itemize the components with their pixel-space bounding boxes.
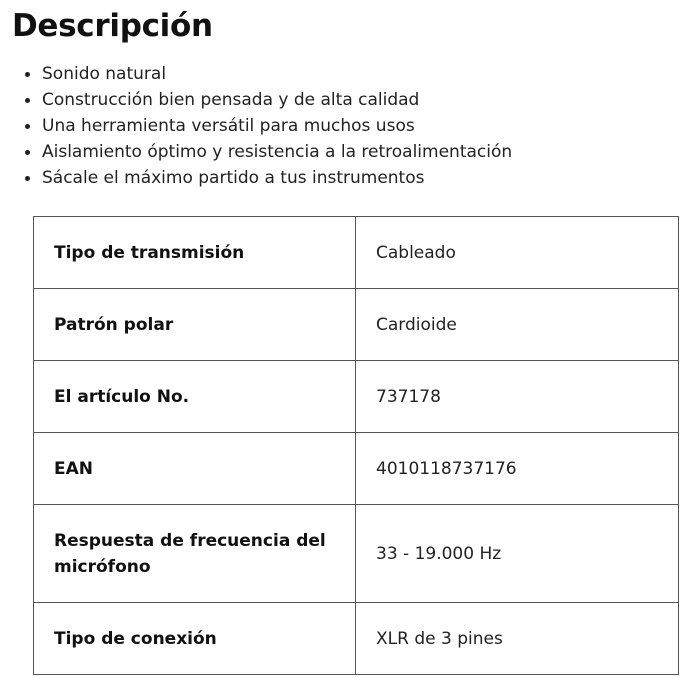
spec-table bbox=[33, 216, 679, 675]
table-row bbox=[34, 505, 679, 603]
spec-label: Respuesta de frecuencia del micrófono bbox=[34, 505, 356, 603]
spec-label: Tipo de conexión bbox=[34, 603, 356, 675]
spec-label: EAN bbox=[34, 433, 356, 505]
spec-value: XLR de 3 pines bbox=[356, 603, 679, 675]
spec-label: El artículo No. bbox=[34, 361, 356, 433]
feature-list bbox=[42, 61, 512, 191]
page-title: Descripción bbox=[12, 8, 213, 44]
spec-label: Patrón polar bbox=[34, 289, 356, 361]
spec-value: 737178 bbox=[356, 361, 679, 433]
spec-value: 4010118737176 bbox=[356, 433, 679, 505]
spec-value: 33 - 19.000 Hz bbox=[356, 505, 679, 603]
feature-item: Aislamiento óptimo y resistencia a la retroalimentación bbox=[42, 139, 512, 165]
spec-label: Tipo de transmisión bbox=[34, 217, 356, 289]
feature-item: Construcción bien pensada y de alta calidad bbox=[42, 87, 512, 113]
table-row bbox=[34, 433, 679, 505]
feature-item: Sonido natural bbox=[42, 61, 512, 87]
table-row bbox=[34, 289, 679, 361]
table-row bbox=[34, 217, 679, 289]
table-row bbox=[34, 361, 679, 433]
feature-item: Sácale el máximo partido a tus instrumentos bbox=[42, 165, 512, 191]
table-row bbox=[34, 603, 679, 675]
feature-item: Una herramienta versátil para muchos usos bbox=[42, 113, 512, 139]
spec-value: Cableado bbox=[356, 217, 679, 289]
spec-value: Cardioide bbox=[356, 289, 679, 361]
